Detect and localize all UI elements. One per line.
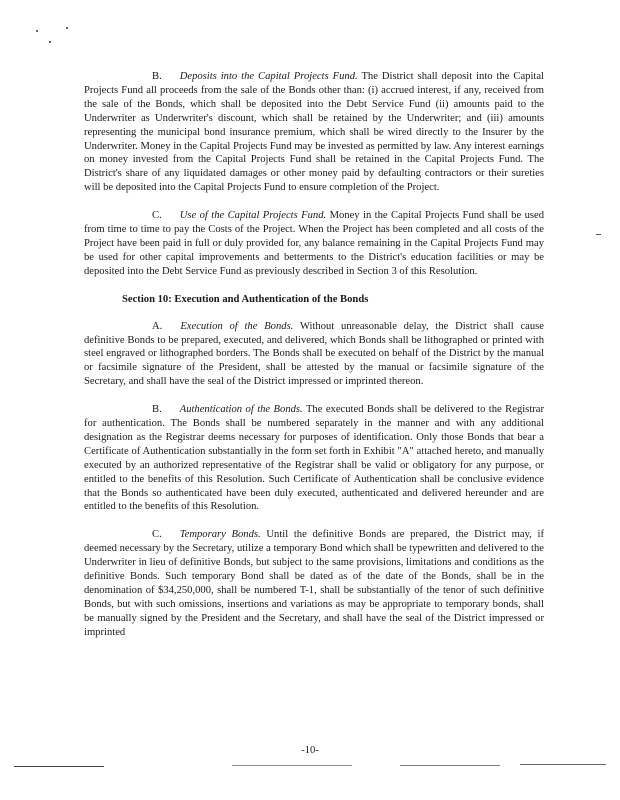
scan-artifact-line <box>520 764 606 765</box>
paragraph-marker: A. <box>152 320 163 332</box>
paragraph-text: Money in the Capital Projects Fund shall be used from time to time to pay the Costs of the Project. When the Project has been completed and all costs of the Project have been paid in full or duly provided for, any balance remaining in the Capital Projects Fund may be used for other capital improvements and betterments to the District's education facilities or may be deposited into the Debt Service Fund as previously described in Section 3 of this Resolution. <box>84 210 545 277</box>
paragraph-b-deposits <box>84 70 544 195</box>
margin-mark <box>596 234 601 235</box>
paragraph-marker: B. <box>152 71 162 82</box>
document-body <box>84 70 544 654</box>
paragraph-text: The District shall deposit into the Capital Projects Fund all proceeds from the sale of the Bonds other than: (i) accrued interest, if any, received from the sale of the Bonds, which shall be deposited into the Debt Service Fund (ii) amounts paid to the Underwriter as Underwriter's discount, which shall be retained by the Underwriter; and (iii) amounts representing the municipal bond insurance premium, which shall be wired directly to the Insurer by the Underwriter. Money in the Capital Projects Fund may be invested as permitted by law. Any interest earnings on money invested from the Capital Projects Fund shall be retained in the Capital Projects Fund. The District's share of any liquidated damages or other money paid by defaulting contractors or their sureties will be deposited into the Capital Projects Fund to ensure completion of the Project. <box>84 71 544 194</box>
paragraph-marker: C. <box>152 529 162 541</box>
paragraph-heading: Deposits into the Capital Projects Fund. <box>179 71 358 82</box>
paragraph-b-authentication <box>84 403 544 514</box>
paragraph-heading: Use of the Capital Projects Fund. <box>179 210 327 222</box>
paragraph-heading: Execution of the Bonds. <box>180 320 294 332</box>
scan-artifact-line <box>232 765 352 766</box>
paragraph-marker: B. <box>152 404 162 416</box>
scan-artifact-line <box>14 766 104 767</box>
page-number: -10- <box>301 745 319 756</box>
paragraph-marker: C. <box>152 210 162 222</box>
paragraph-text: Until the definitive Bonds are prepared, the District may, if deemed necessary by the Secretary, utilize a temporary Bond which shall be typewritten and delivered to the Underwriter in lieu of definitive Bonds, but subject to the same provisions, limitations and conditions as the definitive Bonds. Such temporary Bond shall be dated as of the date of the Bonds, shall be in the denomination of $34,250,000, shall be numbered T-1, shall be substantially of the tenor of such definitive Bonds, but with such omissions, insertions and variations as may be appropriate to temporary bonds, shall be manually signed by the President and the Secretary, and shall have the seal of the District impressed or imprinted <box>84 529 544 638</box>
paragraph-c-temporary <box>84 528 544 639</box>
paragraph-heading: Authentication of the Bonds. <box>179 404 303 416</box>
paragraph-text: Without unreasonable delay, the District shall cause definitive Bonds to be prepared, executed, and delivered, which Bonds shall be lithographed or printed with steel engraved or lithographed borders. The Bonds shall be executed on behalf of the District by the manual or facsimile signature of the President, shall be attested by the manual or facsimile signature of the Secretary, and shall have the seal of the District impressed or imprinted thereon. <box>84 320 544 388</box>
paragraph-c-use <box>84 209 544 279</box>
scan-speck <box>49 41 51 43</box>
paragraph-text: The executed Bonds shall be delivered to the Registrar for authentication. The Bonds shall be numbered separately in the manner and with any additional designation as the Registrar deems necessary for purposes of identification. Only those Bonds that bear a Certificate of Authentication substantially in the form set forth in Exhibit "A" attached hereto, and manually executed by an authorized representative of the Registrar shall be valid or obligatory for any purpose, or entitled to the benefits of this Resolution. Such Certificate of Authentication shall be conclusive evidence that the Bonds so authenticated have been duly executed, authenticated and delivered hereunder and are entitled to the benefits of this Resolution. <box>84 404 545 513</box>
paragraph-heading: Temporary Bonds. <box>179 529 261 541</box>
paragraph-a-execution <box>84 320 544 390</box>
scan-speck <box>36 30 38 32</box>
scan-speck <box>66 27 68 29</box>
section-10-heading: Section 10: Execution and Authentication of the Bonds <box>122 293 369 305</box>
scan-artifact-line <box>400 765 500 766</box>
